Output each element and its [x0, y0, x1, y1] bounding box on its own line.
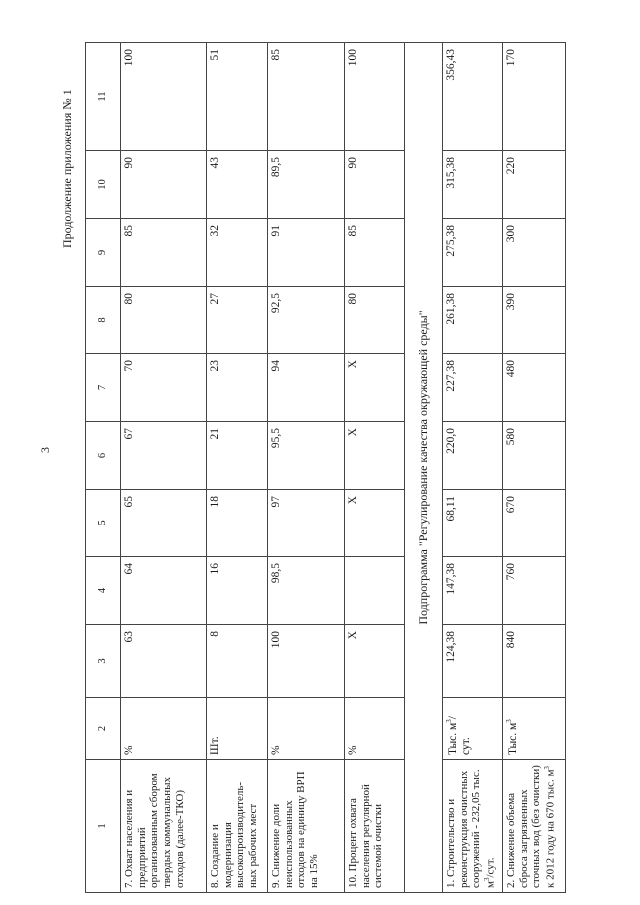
indicator-unit: % — [345, 698, 405, 760]
superscript: 3 — [505, 719, 513, 723]
value-cell: 100 — [345, 43, 405, 151]
value-cell: 64 — [121, 557, 207, 625]
indicator-table-container — [85, 43, 557, 893]
header-cell: 5 — [86, 490, 121, 557]
value-cell: 32 — [207, 219, 268, 287]
table-row — [503, 43, 566, 893]
value-cell: 670 — [503, 490, 566, 557]
value-cell: 63 — [121, 625, 207, 698]
value-cell: 170 — [503, 43, 566, 151]
value-cell: 95,5 — [268, 422, 345, 490]
header-cell: 4 — [86, 557, 121, 625]
value-cell: 92,5 — [268, 287, 345, 354]
value-cell: 100 — [268, 625, 345, 698]
table-row — [121, 43, 207, 893]
value-cell: 300 — [503, 219, 566, 287]
value-cell: 85 — [268, 43, 345, 151]
value-cell: 18 — [207, 490, 268, 557]
indicator-name: 7. Охват населения и предприятий организованным сбором твердых коммунальных отходов (далее-ТКО) — [121, 760, 207, 893]
value-cell — [345, 557, 405, 625]
indicator-unit: % — [268, 698, 345, 760]
value-cell: 580 — [503, 422, 566, 490]
superscript: 3 — [482, 877, 491, 882]
value-cell: 67 — [121, 422, 207, 490]
indicator-unit — [443, 698, 503, 760]
value-cell: 85 — [121, 219, 207, 287]
value-cell: 91 — [268, 219, 345, 287]
indicator-name: 8. Создание и модернизация высокопроизводитель-ных рабочих мест — [207, 760, 268, 893]
value-cell: 70 — [121, 354, 207, 422]
value-cell: X — [345, 422, 405, 490]
indicator-name — [503, 760, 566, 893]
value-cell: 16 — [207, 557, 268, 625]
value-cell: 21 — [207, 422, 268, 490]
header-cell: 6 — [86, 422, 121, 490]
value-cell: 89,5 — [268, 151, 345, 219]
value-cell: 90 — [121, 151, 207, 219]
appendix-caption: Продолжение приложения № 1 — [60, 89, 74, 248]
value-cell: 80 — [121, 287, 207, 354]
indicator-name — [443, 760, 503, 893]
value-cell: 68,11 — [443, 490, 503, 557]
unit-text: Тыс. м — [446, 722, 459, 755]
header-row — [86, 43, 121, 893]
header-cell: 2 — [86, 698, 121, 760]
header-cell: 1 — [86, 760, 121, 893]
value-cell: X — [345, 490, 405, 557]
value-cell: 840 — [503, 625, 566, 698]
value-cell: 390 — [503, 287, 566, 354]
table-row — [207, 43, 268, 893]
header-cell: 7 — [86, 354, 121, 422]
value-cell: 356,43 — [443, 43, 503, 151]
table-row — [443, 43, 503, 893]
unit-text: Тыс. м — [506, 722, 519, 755]
value-cell: 94 — [268, 354, 345, 422]
value-cell: 227,38 — [443, 354, 503, 422]
value-cell: 220 — [503, 151, 566, 219]
value-cell: 98,5 — [268, 557, 345, 625]
table-row — [345, 43, 405, 893]
value-cell: 480 — [503, 354, 566, 422]
value-cell: 100 — [121, 43, 207, 151]
unit-tail: /сут. — [446, 715, 473, 755]
value-cell: 275,38 — [443, 219, 503, 287]
indicator-name-text: 1. Строительство и реконструкция очистных сооружений - 232,05 тыс. м — [445, 769, 497, 888]
subprogram-title: Подпрограмма "Регулирование качества окружающей среды" — [405, 43, 443, 893]
header-cell: 8 — [86, 287, 121, 354]
value-cell: 23 — [207, 354, 268, 422]
value-cell: 65 — [121, 490, 207, 557]
header-cell: 10 — [86, 151, 121, 219]
value-cell: 27 — [207, 287, 268, 354]
value-cell: 760 — [503, 557, 566, 625]
indicator-table — [85, 42, 566, 893]
indicator-unit — [503, 698, 566, 760]
superscript: 3 — [542, 766, 551, 770]
value-cell: 97 — [268, 490, 345, 557]
value-cell: 51 — [207, 43, 268, 151]
header-cell: 3 — [86, 625, 121, 698]
value-cell: 43 — [207, 151, 268, 219]
value-cell: X — [345, 625, 405, 698]
value-cell: 315,38 — [443, 151, 503, 219]
value-cell: 124,38 — [443, 625, 503, 698]
indicator-name: 9. Снижение доли неиспользованных отходов на единицу ВРП на 15% — [268, 760, 345, 893]
header-cell: 9 — [86, 219, 121, 287]
indicator-unit: % — [121, 698, 207, 760]
superscript: 3 — [445, 719, 453, 723]
page-number: 3 — [38, 447, 52, 453]
indicator-unit: Шт. — [207, 698, 268, 760]
indicator-name-tail: /сут. — [484, 857, 497, 878]
subprogram-row — [405, 43, 443, 893]
table-row — [268, 43, 345, 893]
indicator-name-text: 2. Снижение объема сброса загрязненных сточных вод (без очистки) к 2012 году на 670 тыс. м — [505, 765, 557, 888]
value-cell: X — [345, 354, 405, 422]
value-cell: 261,38 — [443, 287, 503, 354]
value-cell: 80 — [345, 287, 405, 354]
value-cell: 8 — [207, 625, 268, 698]
value-cell: 90 — [345, 151, 405, 219]
value-cell: 147,38 — [443, 557, 503, 625]
header-cell: 11 — [86, 43, 121, 151]
value-cell: 85 — [345, 219, 405, 287]
indicator-name: 10. Процент охвата населения регулярной системой очистки — [345, 760, 405, 893]
value-cell: 220,0 — [443, 422, 503, 490]
